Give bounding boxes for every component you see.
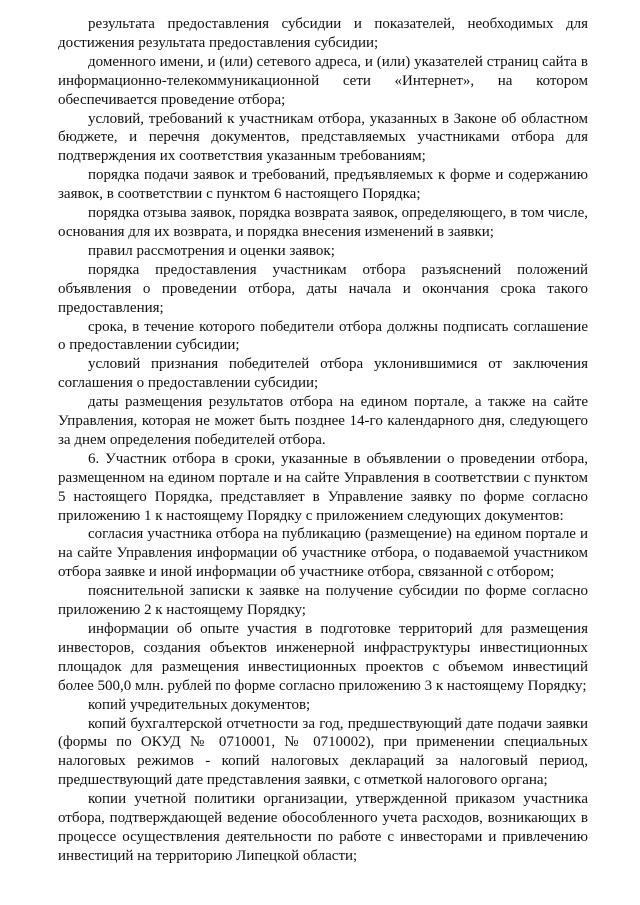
paragraph: правил рассмотрения и оценки заявок; bbox=[88, 242, 335, 259]
paragraph: срока, в течение которого победители отбора должны подписать соглашение о предоставлении субсидии; bbox=[58, 318, 588, 354]
paragraph: результата предоставления субсидии и показателей, необходимых для достижения результата предоставления субсидии; bbox=[58, 16, 588, 51]
document-body bbox=[58, 15, 588, 866]
paragraph: условий признания победителей отбора уклонившимися от заключения соглашения о предоставлении субсидии; bbox=[58, 356, 588, 392]
paragraph: даты размещения результатов отбора на едином портале, а также на сайте Управления, которая не может быть позднее 14-го календарного дня, следующего за днем определения победителей отбора. bbox=[58, 394, 588, 448]
paragraph: порядка отзыва заявок, порядка возврата заявок, определяющего, в том числе, основания для их возврата, и порядка внесения изменений в заявки; bbox=[58, 205, 588, 240]
paragraph: пояснительной записки к заявке на получение субсидии по форме согласно приложению 2 к настоящему Порядку; bbox=[58, 583, 588, 619]
paragraph: порядка подачи заявок и требований, предъявляемых к форме и содержанию заявок, в соответствии с пунктом 6 настоящего Порядка; bbox=[58, 167, 588, 203]
paragraph: порядка предоставления участникам отбора разъяснений положений объявления о проведении отбора, даты начала и окончания срока такого предоставления; bbox=[58, 261, 588, 316]
paragraph: согласия участника отбора на публикацию (размещение) на едином портале и на сайте Управления информации об участнике отбора, о подаваемой участником отбора заявке и иной информации об участнике отбора, связанной с отбором; bbox=[58, 526, 588, 581]
paragraph: копий бухгалтерской отчетности за год, предшествующий дате подачи заявки (формы по ОКУД № 0710001, № 0710002), при применении специальных налоговых режимов - копий налоговых деклараций за налоговый период, предшествующий дате представления заявки, с отметкой налогового органа; bbox=[58, 715, 588, 789]
paragraph: копии учетной политики организации, утвержденной приказом участника отбора, подтверждающей ведение обособленного учета расходов, возникающих в процессе осуществления деятельности по работе с инвесторами и привлечению инвестиций на территорию Липецкой области; bbox=[58, 791, 588, 864]
paragraph: доменного имени, и (или) сетевого адреса, и (или) указателей страниц сайта в информационно-телекоммуникационной сети «Интернет», на котором обеспечивается проведение отбора; bbox=[58, 53, 588, 108]
paragraph: условий, требований к участникам отбора, указанных в Законе об областном бюджете, и перечня документов, представляемых участниками отбора для подтверждения их соответствия указанным требованиям; bbox=[58, 110, 588, 165]
paragraph: копий учредительных документов; bbox=[88, 696, 311, 713]
paragraph: информации об опыте участия в подготовке территорий для размещения инвесторов, создания объектов инженерной инфраструктуры инвестиционных площадок для размещения инвестиционных проектов с объемом инвестиций более 500,0 млн. рублей по форме согласно приложению 3 к настоящему Порядку; bbox=[58, 621, 588, 694]
paragraph: 6. Участник отбора в сроки, указанные в объявлении о проведении отбора, размещенном на едином портале и на сайте Управления в соответствии с пунктом 5 настоящего Порядка, представляет в Управление заявку по форме согласно приложению 1 к настоящему Порядку с приложением следующих документов: bbox=[58, 450, 588, 524]
